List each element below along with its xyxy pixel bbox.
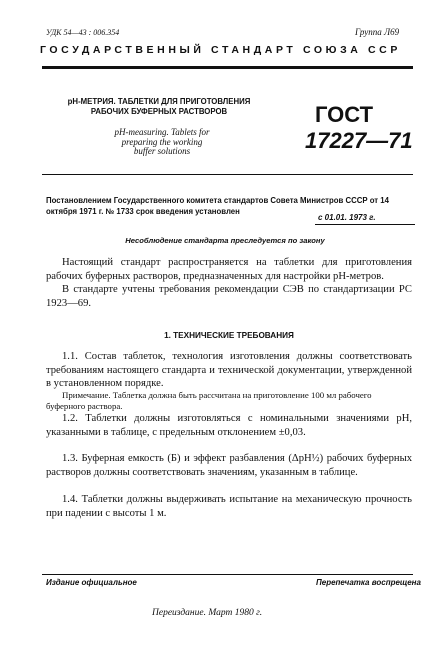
title-russian-line-1: рН-МЕТРИЯ. ТАБЛЕТКИ ДЛЯ ПРИГОТОВЛЕНИЯ — [67, 97, 251, 106]
section-heading: 1. ТЕХНИЧЕСКИЕ ТРЕБОВАНИЯ — [164, 331, 294, 340]
state-standard-banner: ГОСУДАРСТВЕННЫЙ СТАНДАРТ СОЮЗА ССР — [40, 44, 401, 56]
non-compliance-notice: Несоблюдение стандарта преследуется по закону — [125, 236, 325, 245]
reprint-prohibited-label: Перепечатка воспрещена — [316, 578, 421, 587]
decree-text: Постановлением Государственного комитета стандартов Совета Министров СССР от 14 октября 1971 г. № 1733 срок введения установлен — [46, 196, 389, 216]
gost-label: ГОСТ — [315, 102, 374, 127]
title-english-line-3: buffer solutions — [133, 146, 191, 156]
reissue-note: Переиздание. Март 1980 г. — [152, 608, 263, 618]
clause-note: Примечание. Таблетка должна быть рассчитана на приготовление 100 мл рабочего буферного раствора. — [46, 390, 372, 411]
clause-1-2: 1.2. Таблетки должны изготовляться с номинальными значениями рН, указанными в таблице, с предельным отклонением ±0,03. — [46, 413, 412, 438]
intro-paragraph-recommendation: В стандарте учтены требования рекомендации СЭВ по стандартизации РС 1923—69. — [46, 284, 412, 309]
effective-date-underline — [315, 224, 415, 225]
official-edition-label: Издание официальное — [46, 578, 137, 587]
group-code: Группа Л69 — [355, 27, 400, 37]
udk-code: УДК 54—43 : 006.354 — [46, 28, 120, 37]
footer-rule — [42, 574, 413, 575]
title-rule — [42, 174, 413, 175]
gost-number: 17227—71 — [305, 128, 413, 153]
title-russian — [64, 97, 254, 117]
clause-1-1: 1.1. Состав таблеток, технология изготовления должны соответствовать требованиям настоящего стандарта и технической документации, утвержденной в установленном порядке. — [46, 351, 412, 390]
intro-paragraph-scope: Настоящий стандарт распространяется на таблетки для приготовления рабочих буферных растворов, предназначенных для настройки рН-метров. — [46, 257, 412, 282]
title-english — [92, 128, 232, 157]
title-russian-line-2: РАБОЧИХ БУФЕРНЫХ РАСТВОРОВ — [90, 107, 228, 116]
header-rule — [42, 66, 413, 69]
clause-1-3: 1.3. Буферная емкость (Б) и эффект разбавления (ΔрН½) рабочих буферных растворов должны соответствовать значениям, указанным в таблице. — [46, 453, 412, 478]
effective-date: с 01.01. 1973 г. — [318, 213, 376, 222]
title-english-line-1: pH-measuring. Tablets for — [114, 127, 210, 137]
intro-section — [46, 256, 412, 310]
title-english-line-2: preparing the working — [121, 136, 203, 147]
clause-1-4: 1.4. Таблетки должны выдерживать испытание на механическую прочность при падении с высоты 1 м. — [46, 494, 412, 519]
